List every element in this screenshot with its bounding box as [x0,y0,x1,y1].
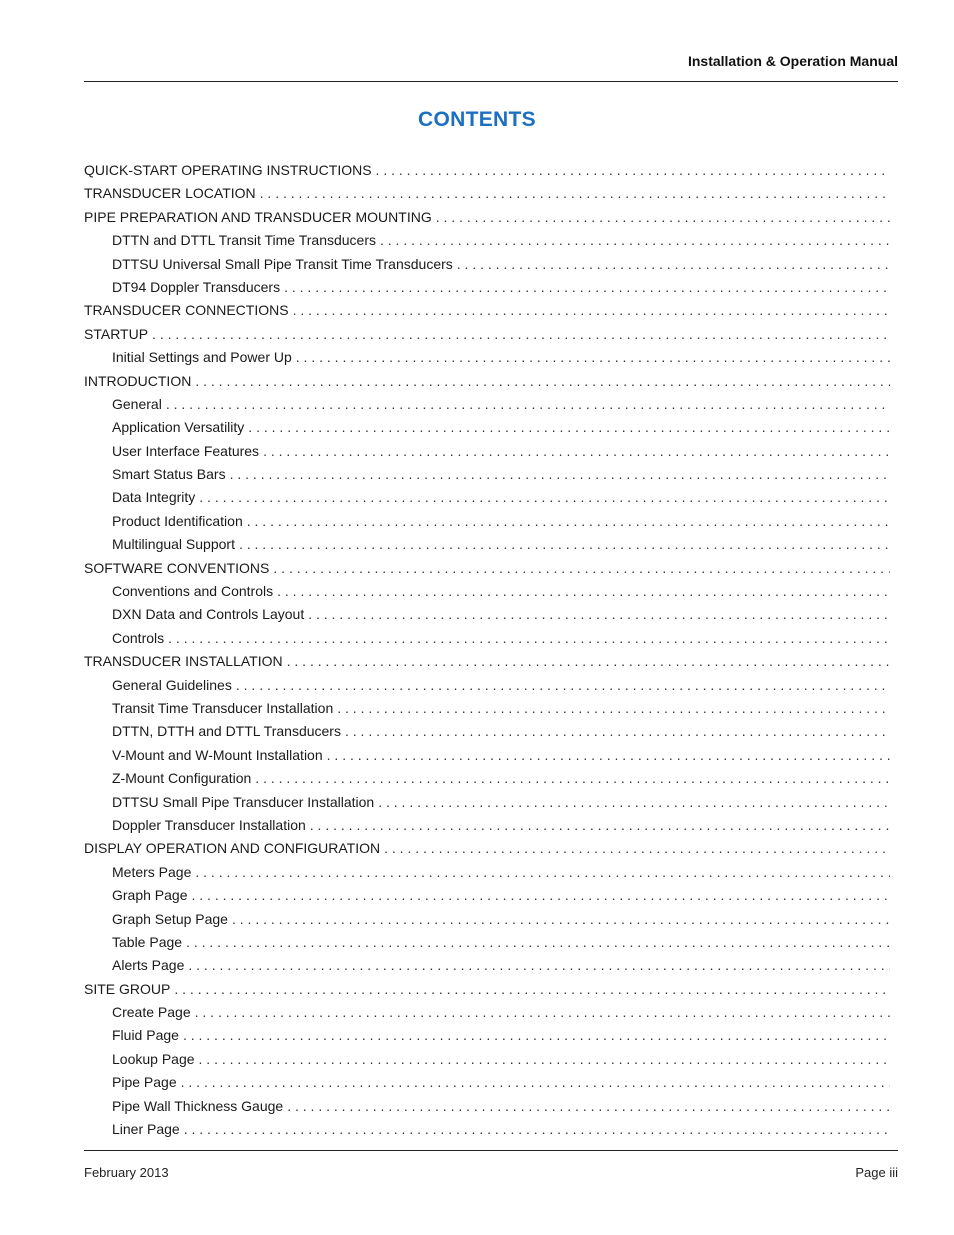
toc-entry-label: Controls [112,629,165,646]
toc-entry[interactable] [84,627,890,650]
footer-page-number: Page iii [855,1165,898,1180]
toc-entry-label: DISPLAY OPERATION AND CONFIGURATION [84,840,381,857]
toc-entry[interactable] [84,253,890,276]
toc-entry[interactable] [84,510,890,533]
toc-entry[interactable] [84,791,890,814]
toc-entry-label: TRANSDUCER INSTALLATION [84,653,283,670]
toc-entry-label: Transit Time Transducer Installation [112,699,334,716]
toc-entry-label: Alerts Page [112,957,185,974]
toc-entry-label: General [112,395,162,412]
toc-dot-leader [230,463,890,486]
toc-entry-label: DT94 Doppler Transducers [112,278,281,295]
toc-entry-label: INTRODUCTION [84,372,192,389]
toc-dot-leader [284,276,890,299]
toc-entry-label: V-Mount and W-Mount Installation [112,746,323,763]
toc-dot-leader [384,837,890,860]
toc-dot-leader [273,557,890,580]
toc-entry-label: Table Page [112,933,183,950]
toc-entry[interactable] [84,697,890,720]
toc-dot-leader [277,580,890,603]
toc-entry-label: DTTN and DTTL Transit Time Transducers [112,232,376,249]
toc-dot-leader [287,1095,890,1118]
toc-entry[interactable] [84,674,890,697]
header-rule [84,81,898,82]
toc-entry[interactable] [84,1048,890,1071]
toc-entry[interactable] [84,346,890,369]
page-title: CONTENTS [418,108,536,131]
toc-entry-label: DTTN, DTTH and DTTL Transducers [112,723,341,740]
toc-entry[interactable] [84,206,890,229]
toc-entry-label: Data Integrity [112,489,196,506]
toc-entry[interactable] [84,323,890,346]
toc-entry-label: TRANSDUCER CONNECTIONS [84,302,289,319]
toc-entry-label: Smart Status Bars [112,466,226,483]
toc-dot-leader [436,206,890,229]
toc-entry-label: Doppler Transducer Installation [112,816,306,833]
toc-entry-label: Graph Setup Page [112,910,228,927]
toc-dot-leader [380,229,890,252]
toc-entry-label: Meters Page [112,863,192,880]
toc-dot-leader [327,744,890,767]
toc-entry[interactable] [84,884,890,907]
toc-entry-label: Initial Settings and Power Up [112,349,292,366]
toc-dot-leader [174,978,890,1001]
toc-entry[interactable] [84,954,890,977]
toc-dot-leader [247,510,890,533]
toc-entry[interactable] [84,931,890,954]
toc-entry[interactable] [84,650,890,673]
toc-dot-leader [192,884,891,907]
toc-entry[interactable] [84,767,890,790]
toc-entry-label: Graph Page [112,887,188,904]
toc-dot-leader [345,720,890,743]
toc-entry[interactable] [84,440,890,463]
toc-entry-label: Application Versatility [112,419,245,436]
toc-dot-leader [248,416,890,439]
toc-dot-leader [296,346,890,369]
toc-dot-leader [195,861,890,884]
toc-dot-leader [263,440,890,463]
toc-entry[interactable] [84,370,890,393]
toc-entry[interactable] [84,814,890,837]
toc-entry[interactable] [84,276,890,299]
toc-entry-label: DXN Data and Controls Layout [112,606,305,623]
toc-entry-label: Product Identification [112,512,243,529]
toc-entry[interactable] [84,393,890,416]
toc-entry-label: PIPE PREPARATION AND TRANSDUCER MOUNTING [84,208,432,225]
toc-entry[interactable] [84,463,890,486]
toc-entry[interactable] [84,1024,890,1047]
toc-dot-leader [166,393,890,416]
toc-dot-leader [184,1118,890,1141]
toc-dot-leader [236,674,890,697]
toc-entry[interactable] [84,1095,890,1118]
toc-entry-label: Conventions and Controls [112,583,274,600]
toc-dot-leader [378,791,890,814]
toc-entry[interactable] [84,1001,890,1024]
toc-dot-leader [168,627,890,650]
toc-entry-label: DTTSU Small Pipe Transducer Installation [112,793,375,810]
toc-entry-label: TRANSDUCER LOCATION [84,185,256,202]
toc-entry-label: Liner Page [112,1121,180,1138]
toc-entry-label: SITE GROUP [84,980,171,997]
toc-dot-leader [183,1024,890,1047]
toc-entry-label: Lookup Page [112,1050,195,1067]
toc-entry[interactable] [84,720,890,743]
toc-entry-label: DTTSU Universal Small Pipe Transit Time Transducers [112,255,453,272]
toc-dot-leader [232,908,890,931]
toc-entry[interactable] [84,533,890,556]
toc-entry[interactable] [84,1118,890,1141]
toc-dot-leader [260,182,890,205]
footer-date: February 2013 [84,1165,169,1180]
toc-dot-leader [287,650,890,673]
toc-entry[interactable] [84,557,890,580]
toc-dot-leader [195,370,890,393]
toc-entry-label: Fluid Page [112,1027,179,1044]
toc-entry[interactable] [84,978,890,1001]
toc-entry-label: Multilingual Support [112,536,235,553]
toc-entry[interactable] [84,486,890,509]
toc-dot-leader [199,1048,890,1071]
toc-entry-label: Create Page [112,1004,191,1021]
toc-entry[interactable] [84,159,890,182]
toc-dot-leader [188,954,890,977]
toc-entry[interactable] [84,299,890,322]
toc-entry-label: SOFTWARE CONVENTIONS [84,559,270,576]
toc-dot-leader [310,814,890,837]
toc-entry[interactable] [84,603,890,626]
toc-entry-label: STARTUP [84,325,149,342]
toc-dot-leader [199,486,890,509]
toc-entry[interactable] [84,580,890,603]
toc-dot-leader [152,323,890,346]
toc-entry[interactable] [84,744,890,767]
toc-dot-leader [255,767,890,790]
toc-dot-leader [376,159,890,182]
toc-dot-leader [239,533,890,556]
toc-entry[interactable] [84,182,890,205]
toc-entry[interactable] [84,837,890,860]
footer-rule [84,1150,898,1151]
toc-dot-leader [308,603,890,626]
toc-entry[interactable] [84,229,890,252]
toc-entry[interactable] [84,908,890,931]
toc-entry-label: Pipe Page [112,1074,177,1091]
toc-dot-leader [337,697,890,720]
toc-entry[interactable] [84,861,890,884]
toc-dot-leader [186,931,890,954]
toc-entry-label: Z-Mount Configuration [112,770,252,787]
toc-entry-label: User Interface Features [112,442,260,459]
toc-entry[interactable] [84,1071,890,1094]
toc-entry-label: General Guidelines [112,676,232,693]
toc-dot-leader [457,253,890,276]
table-of-contents [84,159,890,1141]
toc-entry[interactable] [84,416,890,439]
toc-dot-leader [181,1071,890,1094]
toc-entry-label: Pipe Wall Thickness Gauge [112,1097,284,1114]
toc-dot-leader [293,299,890,322]
toc-entry-label: QUICK-START OPERATING INSTRUCTIONS [84,162,372,178]
page-header-title: Installation & Operation Manual [687,53,898,69]
toc-dot-leader [195,1001,890,1024]
